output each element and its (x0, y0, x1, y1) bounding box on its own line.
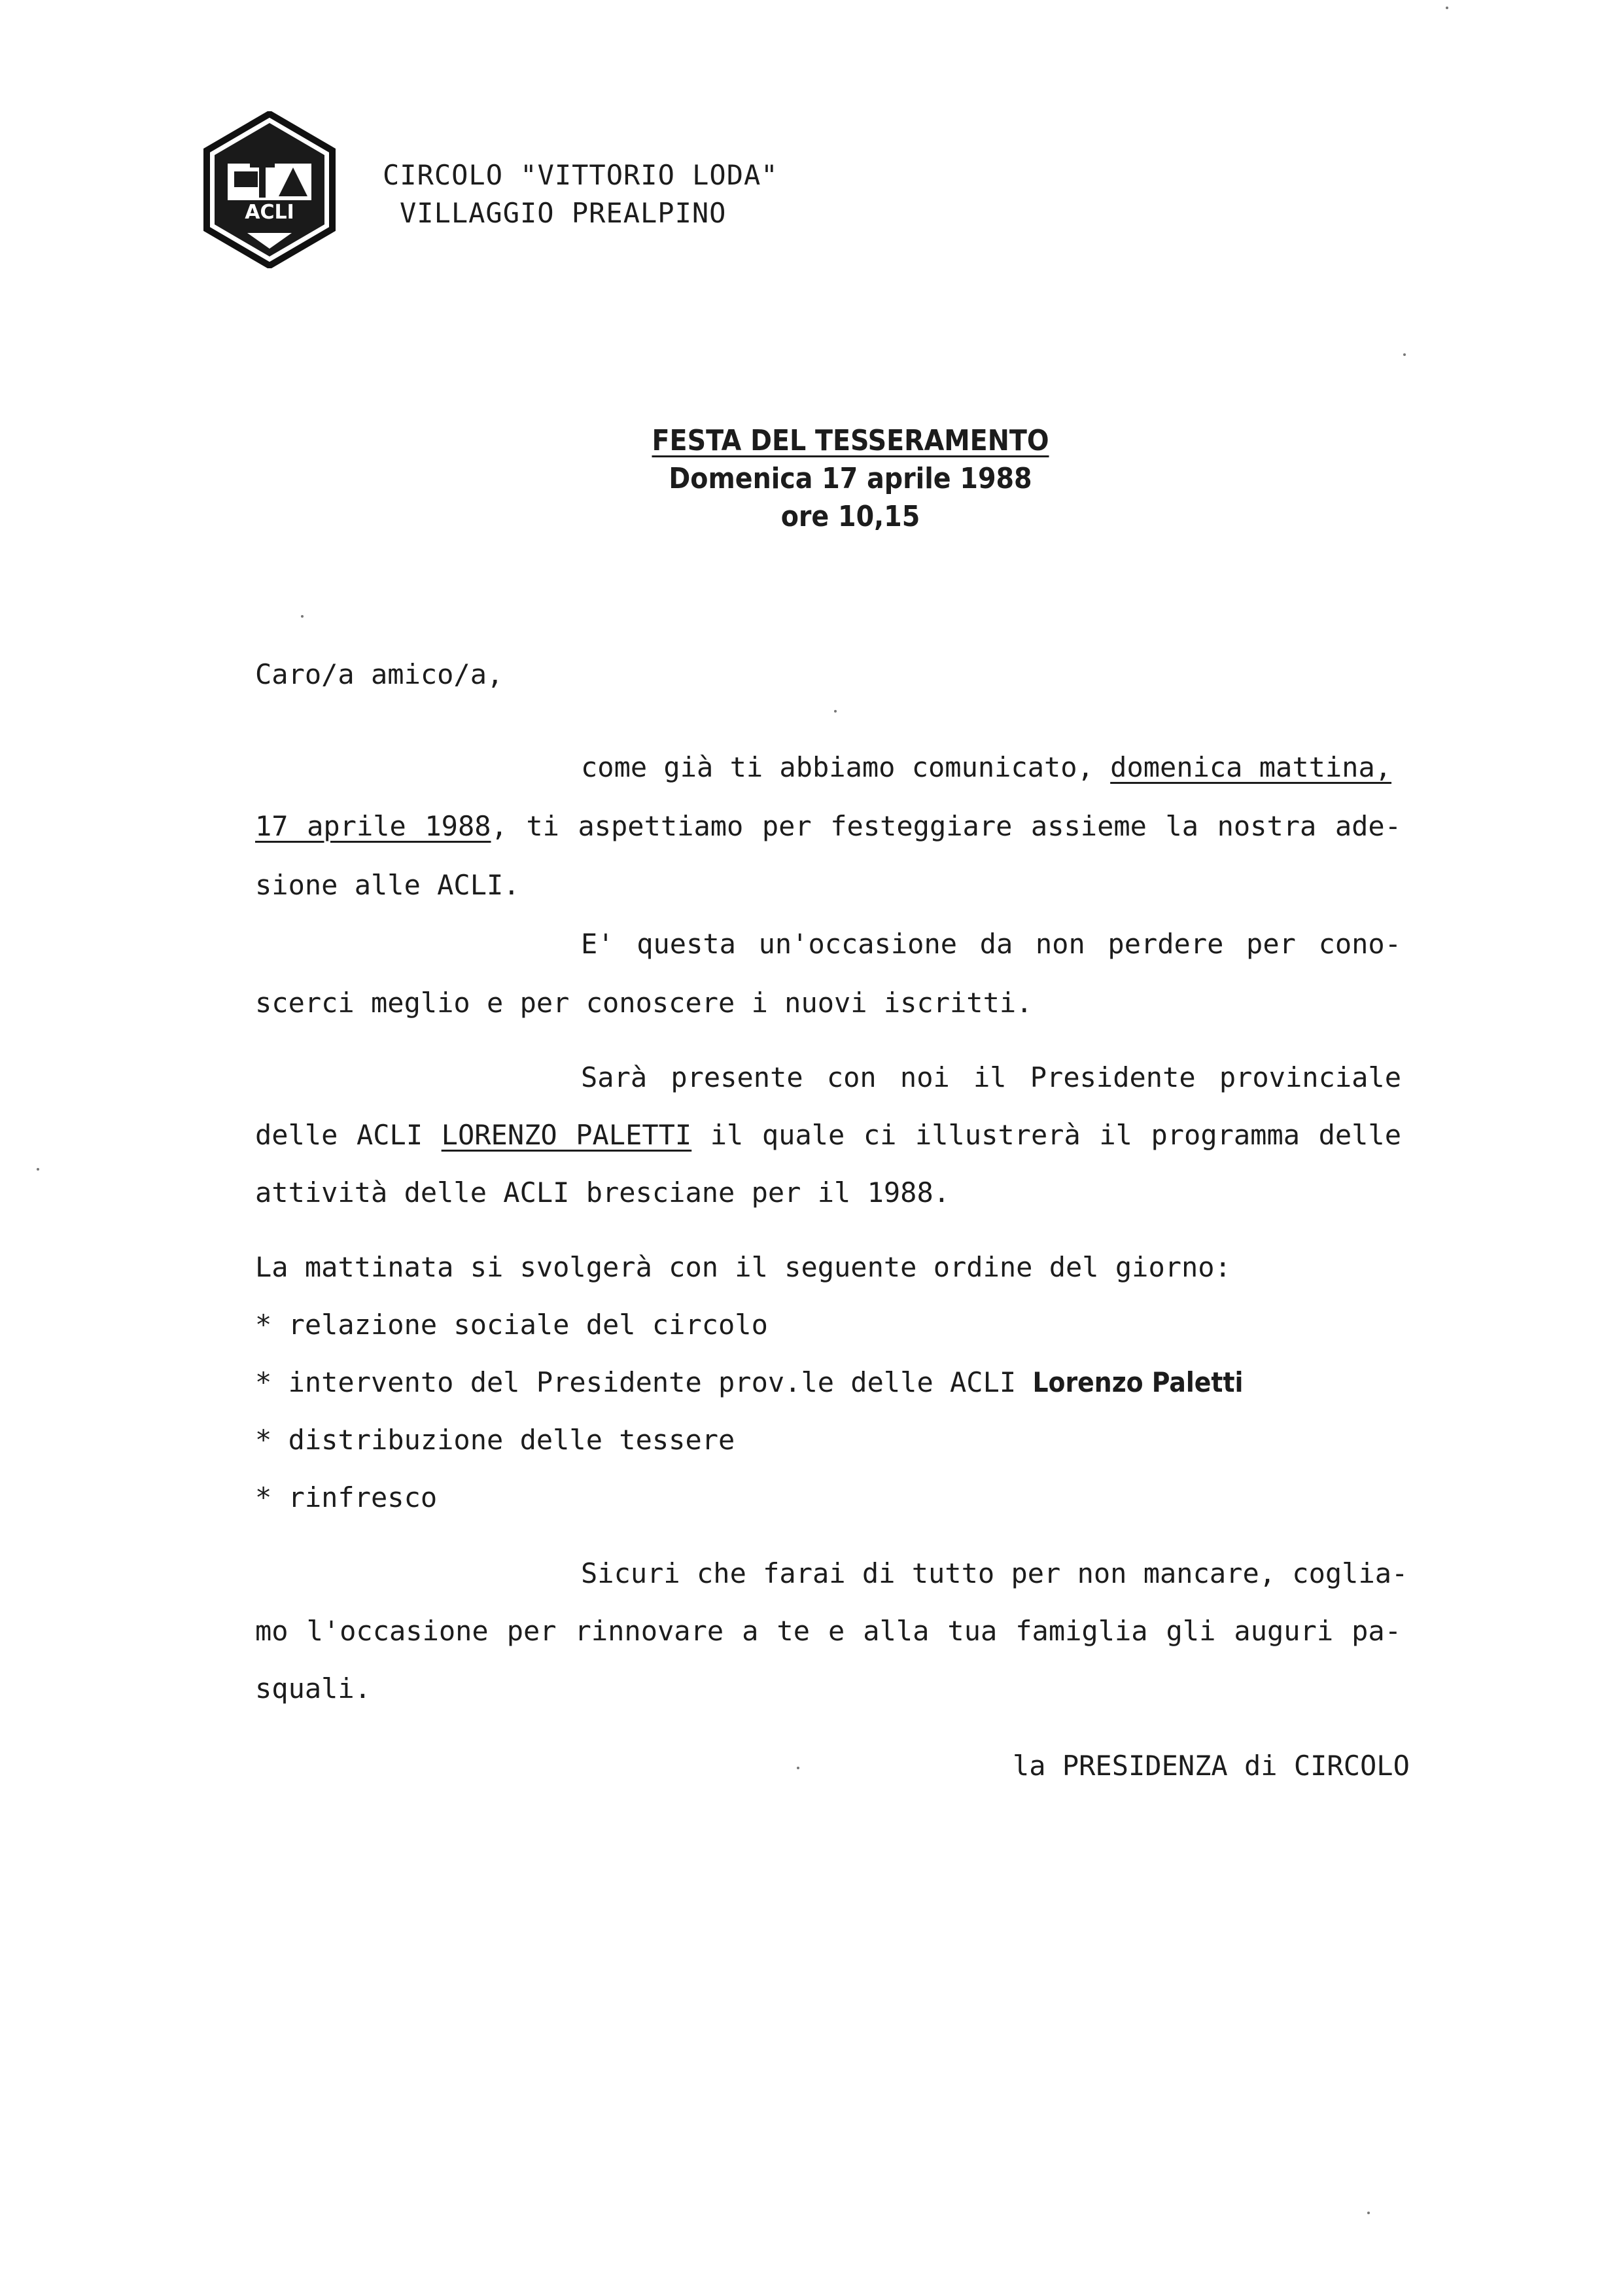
p1-line-1 (581, 751, 1391, 783)
p3-text-b1: delle ACLI (255, 1119, 423, 1151)
logo-text: ACLI (245, 201, 294, 224)
header-line-1: CIRCOLO "VITTORIO LODA" (383, 159, 778, 191)
scan-speck (1403, 353, 1406, 356)
agenda-item-2-name: Lorenzo Paletti (1032, 1366, 1244, 1398)
closing-line-1: Sicuri che farai di tutto per non mancare, coglia- (581, 1557, 1408, 1589)
agenda-item-2 (255, 1366, 1243, 1398)
scan-speck (797, 1767, 799, 1769)
p2-line-1: E' questa un'occasione da non perdere per cono- (581, 928, 1401, 960)
agenda-item-3: * distribuzione delle tessere (255, 1424, 735, 1456)
p3-text-b3: il quale ci illustrerà il programma delle (710, 1119, 1401, 1151)
p3-line-3: attività delle ACLI bresciane per il 1988. (255, 1176, 951, 1209)
p1-highlight-date: domenica mattina, (1110, 751, 1392, 783)
p2-line-2: scerci meglio e per conoscere i nuovi iscritti. (255, 987, 1033, 1019)
title-line-1: FESTA DEL TESSERAMENTO (652, 424, 1049, 457)
scan-speck (1367, 2212, 1370, 2214)
p1-text-a: come già ti abbiamo comunicato, (581, 751, 1094, 783)
p1-date-underlined: 17 aprile 1988 (255, 810, 491, 842)
scan-speck (1446, 7, 1448, 9)
scan-speck (37, 1168, 39, 1171)
agenda-item-1: * relazione sociale del circolo (255, 1309, 768, 1341)
agenda-item-2-text: * intervento del Presidente prov.le delle ACLI (255, 1366, 1017, 1398)
agenda-intro: La mattinata si svolgerà con il seguente ordine del giorno: (255, 1251, 1231, 1283)
p3-line-1: Sarà presente con noi il Presidente provinciale (581, 1061, 1401, 1093)
p1-line-2 (255, 810, 1401, 842)
salutation: Caro/a amico/a, (255, 658, 504, 690)
p3-line-2 (255, 1119, 1401, 1151)
acli-logo (201, 111, 338, 268)
title-block (589, 422, 1112, 536)
p3-president-name: LORENZO PALETTI (441, 1119, 692, 1151)
p1-line-3: sione alle ACLI. (255, 869, 520, 901)
header-line-2: VILLAGGIO PREALPINO (400, 197, 727, 229)
signature: la PRESIDENZA di CIRCOLO (1013, 1750, 1410, 1782)
scan-speck (834, 710, 837, 713)
closing-line-2: mo l'occasione per rinnovare a te e alla tua famiglia gli auguri pa- (255, 1615, 1401, 1647)
scan-speck (301, 615, 304, 618)
agenda-item-4: * rinfresco (255, 1481, 438, 1513)
title-line-3: ore 10,15 (780, 500, 920, 533)
title-line-2: Domenica 17 aprile 1988 (669, 462, 1032, 495)
closing-line-3: squali. (255, 1672, 372, 1704)
p1-text-d: , ti aspettiamo per festeggiare assieme la nostra ade- (491, 810, 1401, 842)
